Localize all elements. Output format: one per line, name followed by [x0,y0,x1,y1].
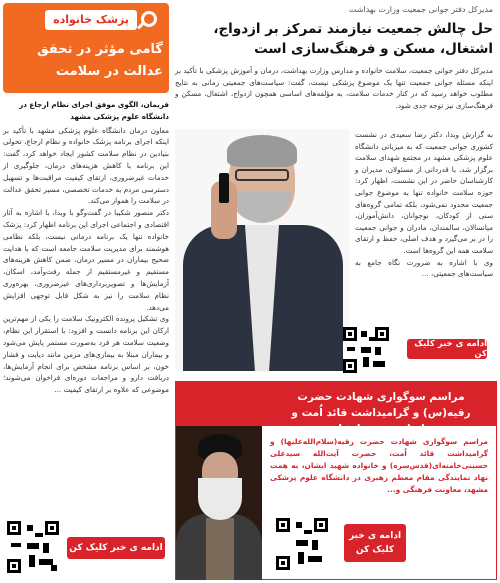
article-paragraph: به گزارش وبدا، دکتر رضا سعیدی در نشست کشوری جوانی جمعیت که به میزبانی دانشگاه علوم پزشکی مشهد در مجتمع شهدای سلامت برگزار شد، با قدردانی از مسئولان، مدیران و کارشناسان حاضر در این نشست، اظهار کرد: حوزه سلامت خانواده تنها به موضوع جوانی جمعیت محدود نمی‌شود، بلکه تمامی گروه‌های سنی از کودکان، نوجوانان، دانش‌آموزان، میانسالان، سالمندان، مادران و جوانی جمعیت را در بر می‌گیرد و هدف اصلی، حفظ و ارتقای سلامت همه این گروه‌ها است. [355,130,493,255]
article-footer [325,327,497,375]
phone-icon [219,173,229,203]
section-tag-label: پزشک خانواده [45,10,137,30]
read-more-button[interactable]: ادامه ی خبر کلیک کن [67,537,165,559]
banner-footer [276,514,486,574]
population-article [175,3,497,580]
qr-code-icon[interactable] [343,327,389,373]
article-paragraph-tail: وی با اشاره به ضرورت نگاه جامع به سیاست‌های جمعیتی، ... [355,257,493,279]
official-photo [175,129,349,371]
section-tag [45,9,163,31]
article-kicker: مدیرکل دفتر جوانی جمعیت وزارت بهداشت [348,5,493,14]
read-more-button[interactable]: ادامه ی خبر کلیک کن [407,339,487,359]
magnifier-icon [137,9,163,31]
article-body [3,99,169,396]
article-paragraph: وی تشکیل پرونده الکترونیک سلامت را یکی از مهم‌ترین ارکان این برنامه دانست و افزود: با استقرار این نظام، وضعیت سلامت هر فرد به‌صورت مستمر پایش می‌شود و بیماران مبتلا به بیماری‌های مزمن مانند دیابت و فشار خون، بر اساس برنامه مشخص برای انجام آزمایش‌ها، دریافت دارو و مراجعات دوره‌ای فراخوان می‌شوند؛ موضوعی که علاوه بر ارتقای کیفیت ... [3,314,169,395]
leader-portrait [176,426,262,580]
qr-code-icon[interactable] [276,518,328,570]
article-summary: مدیرکل دفتر جوانی جمعیت، سلامت خانواده و مدارس وزارت بهداشت، درمان و آموزش پزشکی با تأکید بر اینکه مسئله جوانی جمعیت تنها یک موضوع پزشکی نیست، گفت: سیاست‌های جمعیتی زمانی به نتایج مطلوب خواهد رسید که در کنار خدمات سلامت، به مؤلفه‌های اساسی همچون ازدواج، اشتغال، مسکن و فرهنگ‌سازی نیز توجه جدی شود. [175,66,493,110]
article-headline[interactable]: حل چالش جمعیت نیازمند تمرکز بر ازدواج، اشتغال، مسکن و فرهنگ‌سازی است [213,21,493,57]
article-paragraph: معاون درمان دانشگاه علوم پزشکی مشهد با تأکید بر اینکه اجرای برنامه پزشک خانواده و نظام ارجاع، تحولی بنیادین در نظام سلامت کشور ایجاد خواهد کرد، گفت: این برنامه با کاهش هزینه‌های درمان، جلوگیری از خدمات غیرضروری، ارتقای کیفیت مراقبت‌ها و تسهیل دسترسی مردم به خدمات تخصصی، مسیر تحقق عدالت در سلامت را هموار می‌کند. [3,125,169,206]
family-doctor-section [3,3,169,580]
section-header [3,3,169,93]
article-footer [3,515,169,580]
article-body [355,129,493,280]
article-lead: فریمان، الگوی موفق اجرای نظام ارجاع در دانشگاه علوم پزشکی مشهد [19,100,169,121]
article-paragraph: دکتر منصور شکیبا در گفت‌وگو با وبدا، با اشاره به آثار اقتصادی و اجتماعی اجرای این برنامه اظهار کرد: پزشک خانواده تنها یک برنامه درمانی نیست، بلکه نظامی هوشمند برای مدیریت سلامت جامعه است که با هدایت صحیح بیماران در مسیر درمان، ضمن کاهش هزینه‌های مستقیم و غیرمستقیم از جمله رفت‌وآمد، اسکان، آزمایش‌ها و تصویربرداری‌های غیرضروری، بهره‌وری نظام سلامت را نیز به شکل قابل توجهی افزایش می‌دهد. [3,208,169,312]
read-more-button[interactable]: ادامه ی خبر کلیک کن [344,524,406,562]
banner-title[interactable]: مراسم سوگواری شهادت حضرت رقیه(س) و گرامیداشت قائد اُمت و خانواده شهید ایشان [291,391,471,435]
mourning-ceremony-banner [175,381,497,580]
section-title: گامی مؤثر در تحقق عدالت در سلامت [37,42,163,79]
banner-text: مراسم سوگواری شهادت حضرت رقیه(سلام‌الله‌علیها) و گرامیداشت قائد اُمت، حضرت آیت‌الله سید‌علی حسینی‌خامنه‌ای(قدس‌سره) و خانواده شهید ایشان، به همت نهاد نمایندگی مقام معظم رهبری در دانشگاه علوم پزشکی مشهد، معاونت فرهنگی و... [270,437,488,494]
qr-code-icon[interactable] [7,521,59,573]
